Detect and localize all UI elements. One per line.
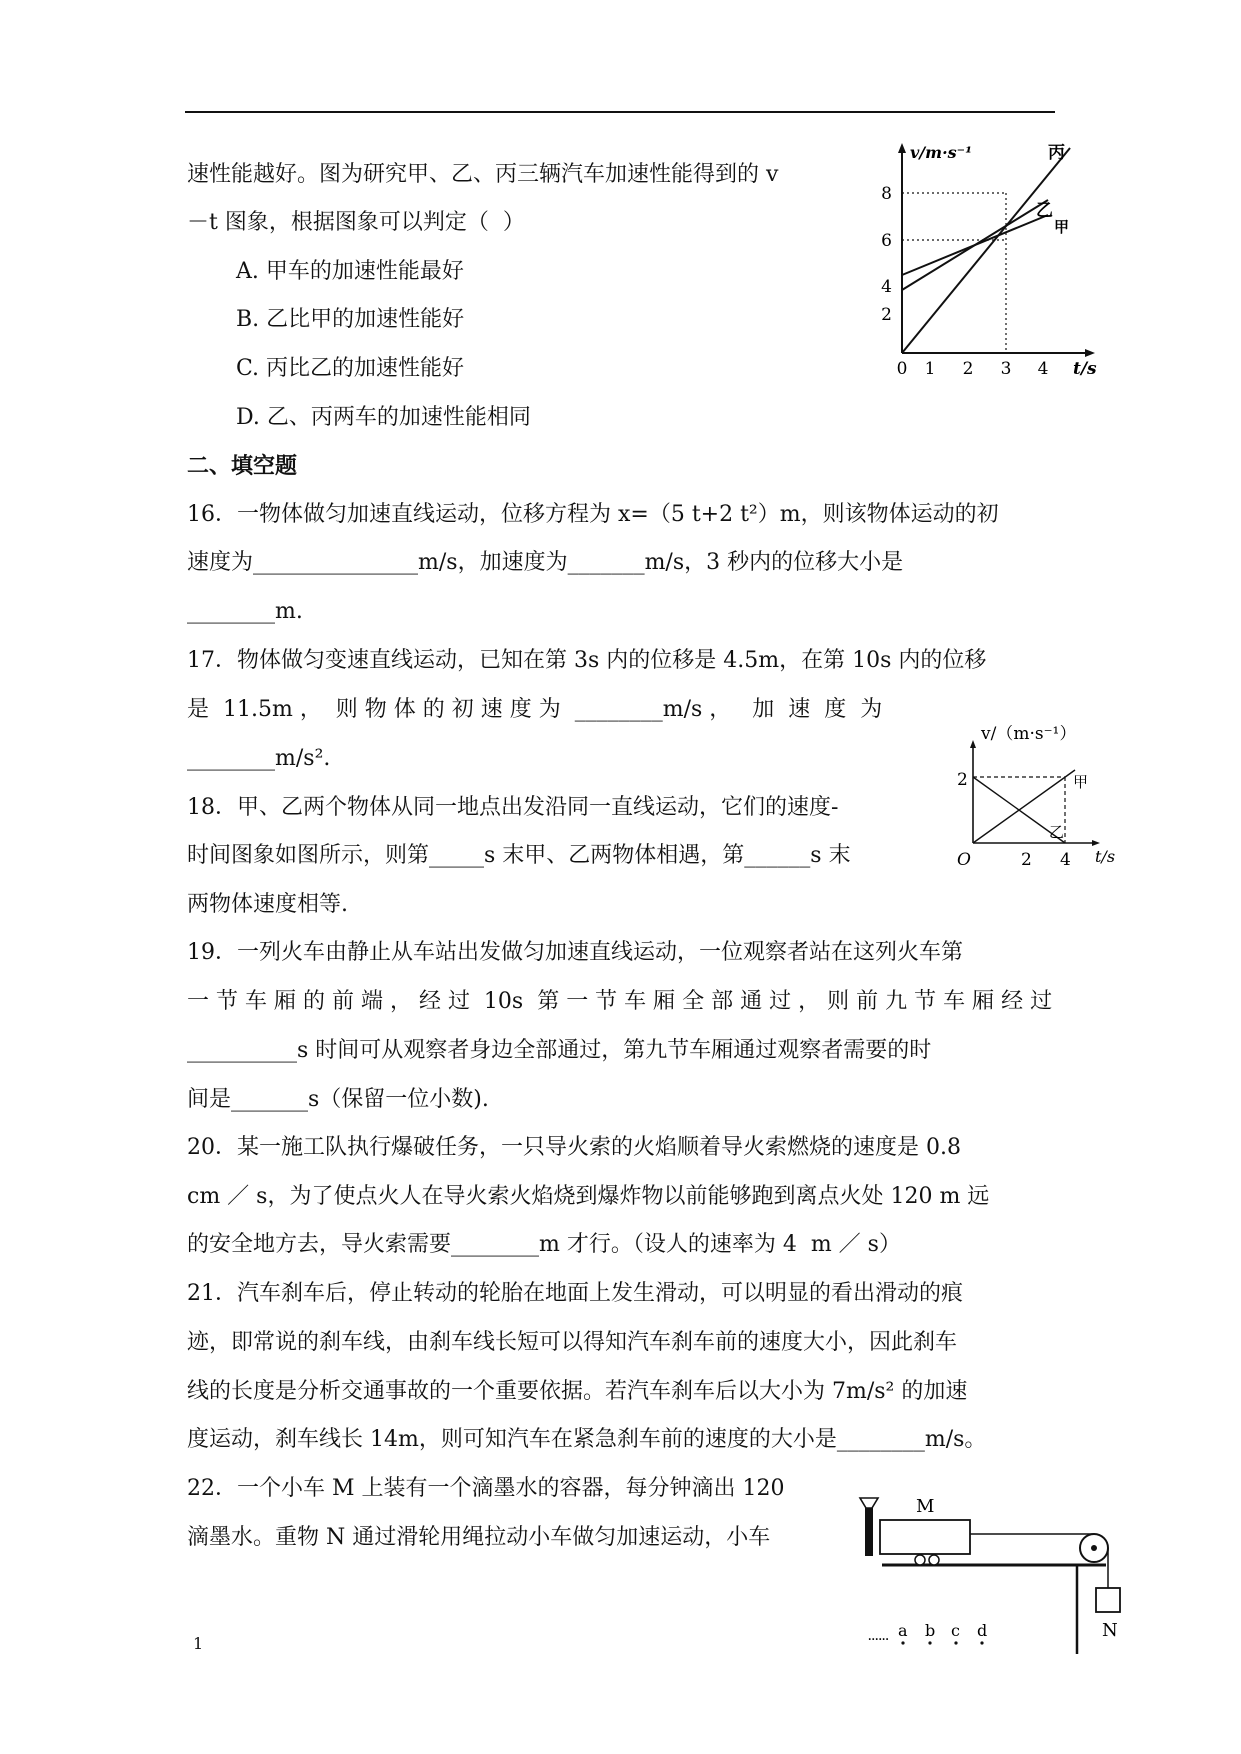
- dot-label-d: d: [977, 1621, 988, 1640]
- weight-label: N: [1102, 1620, 1118, 1641]
- q19-line-3: __________s 时间可从观察者身边全部通过，第九节车厢通过观察者需要的时: [187, 1038, 932, 1063]
- y-tick-2: 2: [881, 305, 892, 325]
- q21-line-4: 度运动，刹车线长 14m，则可知汽车在紧急刹车前的速度的大小是________m/s。: [187, 1427, 987, 1452]
- dot-c: [954, 1641, 957, 1644]
- label-yi: 乙: [1049, 823, 1065, 841]
- x-tick-1: 1: [924, 359, 936, 379]
- y-axis-arrow: [898, 143, 906, 153]
- y-tick-8: 8: [881, 184, 892, 204]
- q20-line-1: 20．某一施工队执行爆破任务，一只导火索的火焰顺着导火索燃烧的速度是 0.8: [187, 1135, 961, 1160]
- q20-line-3: 的安全地方去，导火索需要________m 才行。（设人的速率为 4 m ／ s）: [187, 1232, 901, 1257]
- pulley-axle: [1091, 1545, 1097, 1551]
- q19-line-4: 间是_______s（保留一位小数).: [187, 1087, 489, 1112]
- section-title: 二、填空题: [187, 454, 298, 479]
- ink-container-post: [865, 1508, 873, 1556]
- q16-line-3: ________m.: [187, 599, 303, 624]
- x-axis-label: t/s: [1095, 847, 1116, 866]
- dot-label-b: b: [925, 1621, 936, 1640]
- q16-line-1: 16．一物体做匀加速直线运动，位移方程为 x=（5 t+2 t²）m，则该物体运动的初: [187, 502, 999, 527]
- line-bing: [902, 148, 1070, 353]
- header-rule: [185, 111, 1055, 113]
- x-axis-label: t/s: [1073, 359, 1097, 379]
- q17-line-3: ________m/s².: [187, 746, 331, 771]
- x-axis-arrow: [1085, 349, 1095, 357]
- ink-trail: ......: [868, 1632, 889, 1643]
- vt-graph-q18: [945, 725, 1125, 875]
- q22-line-2: 滴墨水。重物 N 通过滑轮用绳拉动小车做匀加速运动，小车: [187, 1525, 771, 1550]
- q18-line-1: 18．甲、乙两个物体从同一地点出发沿同一直线运动，它们的速度-: [187, 795, 839, 820]
- x-tick-4: 4: [1037, 359, 1049, 379]
- y-tick-4: 4: [881, 277, 892, 297]
- x-tick-0: 0: [896, 359, 908, 379]
- label-jia: 甲: [1054, 218, 1070, 236]
- q19-line-1: 19．一列火车由静止从车站出发做匀加速直线运动，一位观察者站在这列火车第: [187, 940, 963, 965]
- dot-label-c: c: [951, 1621, 960, 1640]
- y-axis-arrow: [970, 740, 976, 748]
- q16-line-2: 速度为_______________m/s，加速度为_______m/s，3 秒内的位移大小是: [187, 550, 904, 575]
- x-tick-3: 3: [1000, 359, 1012, 379]
- q22-line-1: 22．一个小车 M 上装有一个滴墨水的容器，每分钟滴出 120: [187, 1476, 785, 1501]
- q15-option-c: C. 丙比乙的加速性能好: [236, 356, 465, 381]
- x-tick-2: 2: [962, 359, 974, 379]
- x-tick-2: 2: [1021, 850, 1032, 870]
- x-axis-arrow: [1092, 840, 1100, 846]
- cart-label: M: [916, 1496, 935, 1517]
- q17-line-1: 17．物体做匀变速直线运动，已知在第 3s 内的位移是 4.5m，在第 10s 内的位移: [187, 648, 987, 673]
- label-jia: 甲: [1073, 773, 1089, 791]
- q21-line-1: 21．汽车刹车后，停止转动的轮胎在地面上发生滑动，可以明显的看出滑动的痕: [187, 1281, 963, 1306]
- q15-line-2: －t 图象，根据图象可以判定（ ）: [187, 210, 525, 235]
- dot-label-a: a: [898, 1621, 908, 1640]
- y-tick-2: 2: [957, 770, 968, 790]
- q20-line-2: cm ／ s，为了使点火人在导火索火焰烧到爆炸物以前能够跑到离点火处 120 m 远: [187, 1184, 990, 1209]
- cart-wheel-1: [915, 1555, 925, 1565]
- x-tick-4: 4: [1060, 850, 1071, 870]
- q21-line-2: 迹，即常说的刹车线，由刹车线长短可以得知汽车刹车前的速度大小，因此刹车: [187, 1330, 958, 1355]
- y-axis-label: v/（m·s⁻¹）: [981, 725, 1077, 744]
- label-yi: 乙: [1036, 201, 1053, 221]
- cart-wheel-2: [929, 1555, 939, 1565]
- dot-b: [928, 1641, 931, 1644]
- line-jia: [902, 215, 1048, 275]
- q15-option-b: B. 乙比甲的加速性能好: [236, 307, 465, 332]
- q21-line-3: 线的长度是分析交通事故的一个重要依据。若汽车刹车后以大小为 7m/s² 的加速: [187, 1379, 968, 1404]
- dot-d: [980, 1641, 983, 1644]
- label-bing: 丙: [1048, 143, 1065, 163]
- q15-line-1: 速性能越好。图为研究甲、乙、丙三辆汽车加速性能得到的 v: [187, 162, 779, 187]
- cart: [880, 1520, 970, 1554]
- y-tick-6: 6: [881, 231, 892, 251]
- q15-option-a: A. 甲车的加速性能最好: [236, 259, 464, 284]
- cart-pulley-diagram: [858, 1488, 1128, 1654]
- dot-a: [901, 1641, 904, 1644]
- q15-option-d: D. 乙、丙两车的加速性能相同: [236, 405, 531, 430]
- q19-line-2: 一 节 车 厢 的 前 端 ， 经 过 10s 第 一 节 车 厢 全 部 通 过 ， 则 前 九 节 车 厢 经 过: [187, 989, 1053, 1014]
- weight: [1096, 1588, 1120, 1612]
- q18-line-3: 两物体速度相等.: [187, 892, 348, 917]
- y-axis-label: v/m·s⁻¹: [910, 143, 973, 162]
- origin-label: O: [957, 850, 971, 870]
- ink-funnel: [860, 1498, 878, 1508]
- page-number: 1: [193, 1634, 204, 1653]
- q18-line-2: 时间图象如图所示，则第_____s 末甲、乙两物体相遇，第______s 末: [187, 843, 851, 868]
- q17-line-2: 是 11.5m ， 则 物 体 的 初 速 度 为 ________m/s ， 加 速 度 为: [187, 697, 883, 722]
- vt-graph-cars: [870, 140, 1110, 380]
